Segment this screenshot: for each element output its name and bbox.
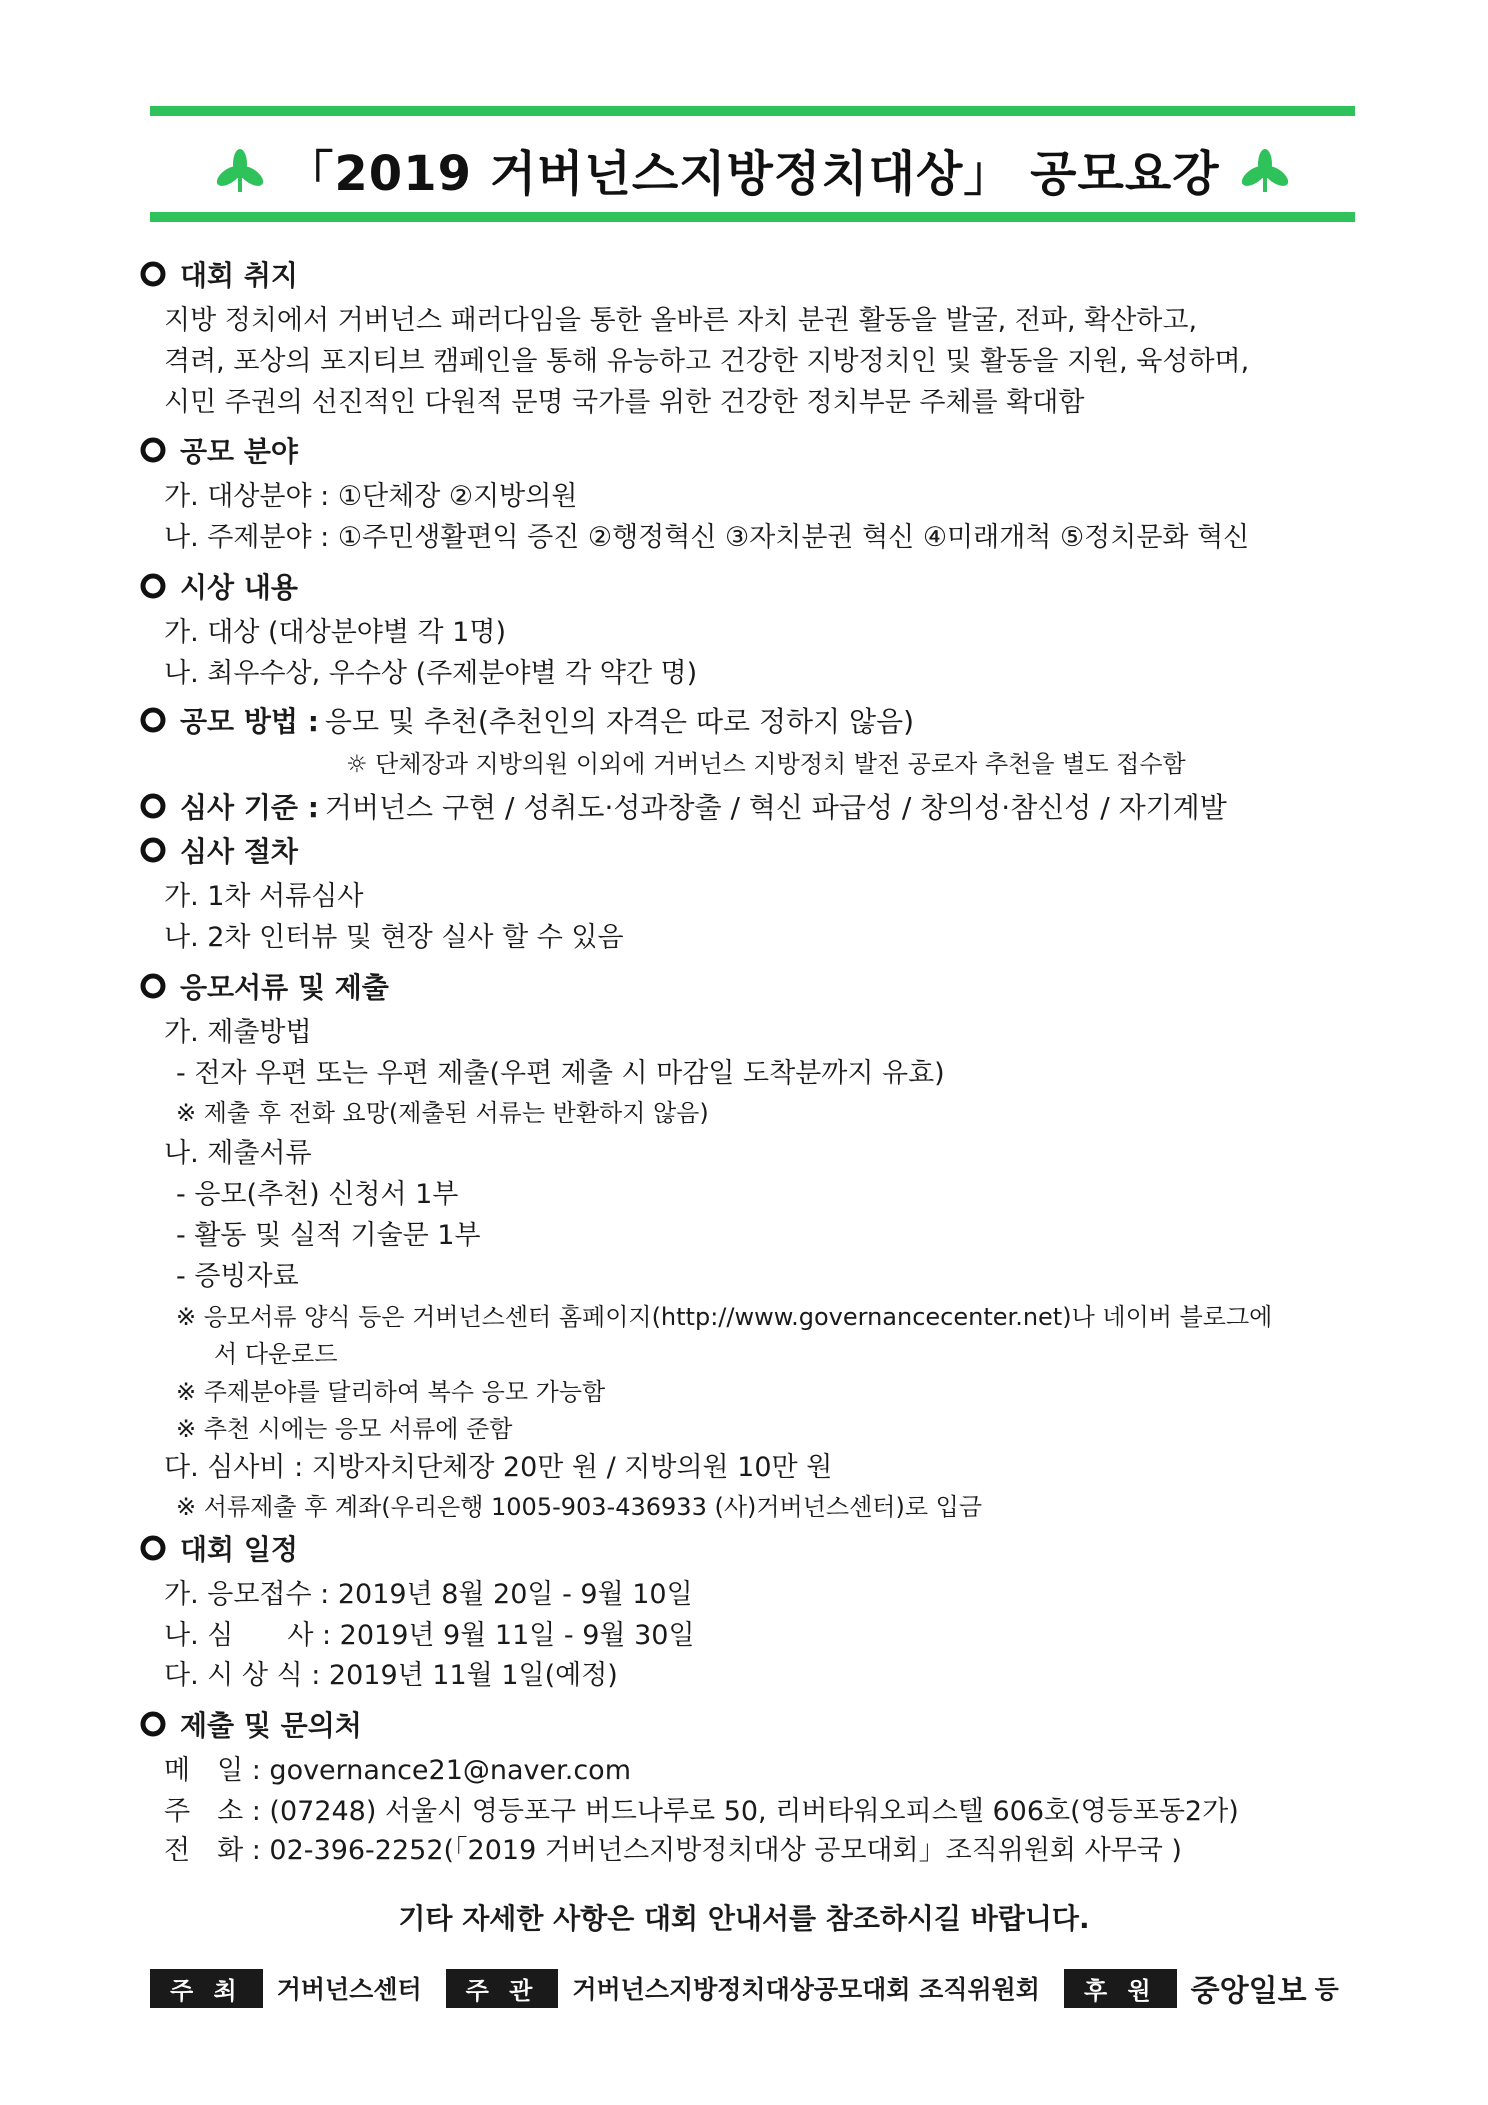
host-name: 거버넌스센터 bbox=[276, 1975, 422, 2004]
organizer-tag: 주 관 bbox=[446, 1969, 559, 2008]
section-heading-text: 대회 취지 bbox=[180, 259, 298, 292]
docs-note: ※ 응모서류 양식 등은 거버넌스센터 홈페이지(http://www.governancecenter.net)나 네이버 블로그에 bbox=[176, 1303, 1273, 1331]
doc-item: - 증빙자료 bbox=[176, 1261, 299, 1292]
section-awards-heading bbox=[140, 566, 298, 606]
section-method-heading bbox=[140, 700, 914, 740]
docs-note: ※ 주제분야를 달리하여 복수 응모 가능함 bbox=[176, 1378, 606, 1406]
submit-method-label: 가. 제출방법 bbox=[164, 1017, 312, 1048]
page-title: 「2019 거버넌스지방정치대상」 공모요강 bbox=[285, 146, 1220, 202]
fields-line: 나. 주제분야 : ①주민생활편익 증진 ②행정혁신 ③자치분권 혁신 ④미래개척 ⑤정치문화 혁신 bbox=[164, 522, 1250, 553]
awards-line: 가. 대상 (대상분야별 각 1명) bbox=[164, 617, 506, 648]
procedure-line: 나. 2차 인터뷰 및 현장 실사 할 수 있음 bbox=[164, 922, 624, 953]
section-heading-text: 대회 일정 bbox=[180, 1533, 298, 1566]
method-note: ☼ 단체장과 지방의원 이외에 거버넌스 지방정치 발전 공로자 추천을 별도 접수함 bbox=[346, 750, 1186, 778]
schedule-line: 가. 응모접수 : 2019년 8월 20일 - 9월 10일 bbox=[164, 1579, 693, 1610]
submit-note: ※ 제출 후 전화 요망(제출된 서류는 반환하지 않음) bbox=[176, 1099, 709, 1127]
circle-bullet-icon bbox=[140, 837, 166, 863]
circle-bullet-icon bbox=[140, 707, 166, 733]
circle-bullet-icon bbox=[140, 1711, 166, 1737]
awards-line: 나. 최우수상, 우수상 (주제분야별 각 약간 명) bbox=[164, 658, 698, 689]
sponsor-tag: 후 원 bbox=[1064, 1969, 1177, 2008]
fee-line: 다. 심사비 : 지방자치단체장 20만 원 / 지방의원 10만 원 bbox=[164, 1452, 833, 1483]
docs-note-cont: 서 다운로드 bbox=[214, 1340, 338, 1368]
circle-bullet-icon bbox=[140, 973, 166, 999]
circle-bullet-icon bbox=[140, 573, 166, 599]
section-heading-text: 시상 내용 bbox=[180, 571, 298, 604]
sponsor-suffix: 등 bbox=[1314, 1975, 1339, 2004]
leaf-sprout-icon bbox=[1234, 144, 1296, 196]
doc-item: - 활동 및 실적 기술문 1부 bbox=[176, 1220, 481, 1251]
schedule-line: 나. 심 사 : 2019년 9월 11일 - 9월 30일 bbox=[164, 1620, 695, 1651]
bottom-green-rule bbox=[150, 212, 1355, 222]
circle-bullet-icon bbox=[140, 437, 166, 463]
contact-address: 주 소 : (07248) 서울시 영등포구 버드나루로 50, 리버타워오피스텔 606호(영등포동2가) bbox=[164, 1796, 1239, 1827]
contact-phone: 전 화 : 02-396-2252(「2019 거버넌스지방정치대상 공모대회」조직위원회 사무국 ) bbox=[164, 1835, 1182, 1866]
docs-note: ※ 추천 시에는 응모 서류에 준함 bbox=[176, 1415, 513, 1443]
section-fields-heading bbox=[140, 430, 298, 470]
footer-credits bbox=[150, 1970, 1363, 2009]
fields-line: 가. 대상분야 : ①단체장 ②지방의원 bbox=[164, 481, 578, 512]
sponsor-logo: 중앙일보 bbox=[1190, 1974, 1307, 2009]
contact-email: 메 일 : governance21@naver.com bbox=[164, 1755, 631, 1786]
top-green-rule bbox=[150, 106, 1355, 116]
submit-method-line: - 전자 우편 또는 우편 제출(우편 제출 시 마감일 도착분까지 유효) bbox=[176, 1058, 945, 1089]
leaf-sprout-icon bbox=[209, 144, 271, 196]
procedure-line: 가. 1차 서류심사 bbox=[164, 881, 364, 912]
purpose-line: 지방 정치에서 거버넌스 패러다임을 통한 올바른 자치 분권 활동을 발굴, 전파, 확산하고, bbox=[164, 305, 1198, 336]
section-heading-text: 제출 및 문의처 bbox=[180, 1709, 362, 1742]
section-heading-text: 응모서류 및 제출 bbox=[180, 971, 389, 1004]
host-tag: 주 최 bbox=[150, 1969, 263, 2008]
section-schedule-heading bbox=[140, 1528, 298, 1568]
purpose-line: 시민 주권의 선진적인 다원적 문명 국가를 위한 건강한 정치부문 주체를 확대함 bbox=[164, 387, 1085, 418]
circle-bullet-icon bbox=[140, 261, 166, 287]
criteria-text: 거버넌스 구현 / 성취도·성과창출 / 혁신 파급성 / 창의성·참신성 / 자기계발 bbox=[324, 791, 1227, 824]
circle-bullet-icon bbox=[140, 1535, 166, 1561]
section-heading-text: 심사 절차 bbox=[180, 835, 298, 868]
title-row bbox=[150, 122, 1355, 217]
organizer-name: 거버넌스지방정치대상공모대회 조직위원회 bbox=[572, 1975, 1040, 2004]
circle-bullet-icon bbox=[140, 793, 166, 819]
doc-item: - 응모(추천) 신청서 1부 bbox=[176, 1179, 459, 1210]
fee-note: ※ 서류제출 후 계좌(우리은행 1005-903-436933 (사)거버넌스센터)로 입금 bbox=[176, 1493, 983, 1521]
purpose-line: 격려, 포상의 포지티브 캠페인을 통해 유능하고 건강한 지방정치인 및 활동을 지원, 육성하며, bbox=[164, 346, 1250, 377]
method-text: 응모 및 추천(추천인의 자격은 따로 정하지 않음) bbox=[324, 705, 915, 738]
section-documents-heading bbox=[140, 966, 389, 1006]
section-criteria-heading bbox=[140, 786, 1227, 826]
section-heading-text: 공모 분야 bbox=[180, 435, 298, 468]
section-purpose-heading bbox=[140, 254, 298, 294]
docs-label: 나. 제출서류 bbox=[164, 1138, 312, 1169]
schedule-line: 다. 시 상 식 : 2019년 11월 1일(예정) bbox=[164, 1660, 618, 1691]
section-contact-heading bbox=[140, 1704, 362, 1744]
section-procedure-heading bbox=[140, 830, 298, 870]
section-heading-text: 공모 방법 : bbox=[180, 705, 319, 738]
section-heading-text: 심사 기준 : bbox=[180, 791, 319, 824]
closing-note: 기타 자세한 사항은 대회 안내서를 참조하시길 바랍니다. bbox=[398, 1902, 1090, 1935]
